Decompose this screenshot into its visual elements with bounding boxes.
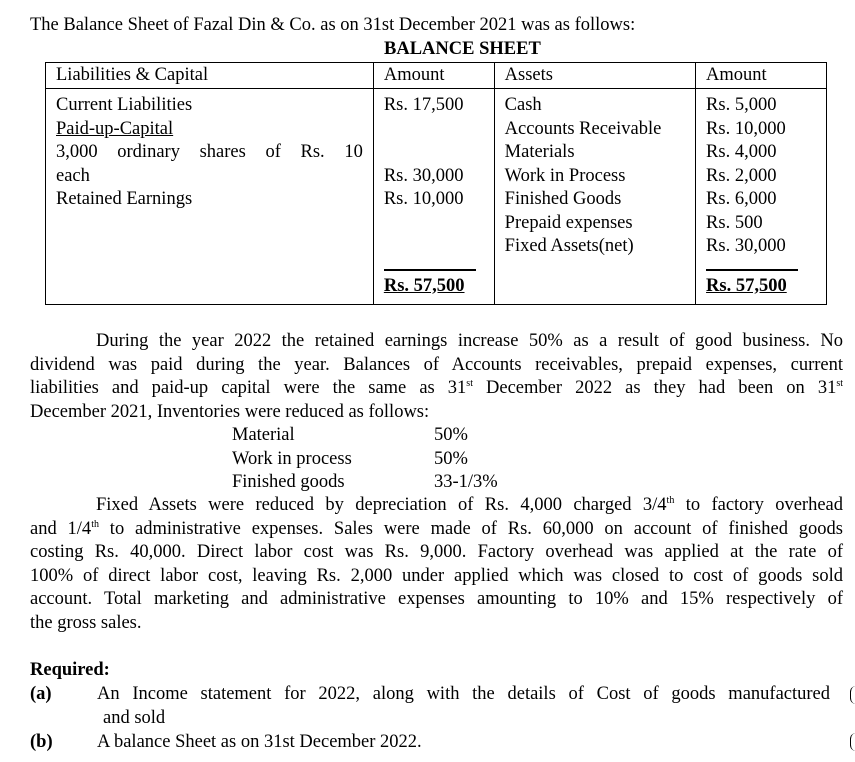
para2-line3: costing Rs. 40,000. Direct labor cost was Rs. 9,000. Factory overhead was applied at the rate of (30, 542, 843, 562)
header-liabilities: Liabilities & Capital (46, 63, 374, 89)
liabilities-column (46, 89, 374, 265)
shares-amount: Rs. 30,000 (383, 165, 464, 186)
asset-amount-finished-goods: Rs. 6,000 (706, 189, 777, 209)
header-amount-assets: Amount (696, 63, 827, 89)
para2-line6: the gross sales. (30, 612, 142, 633)
retained-earnings-amount: Rs. 10,000 (383, 189, 464, 209)
retained-earnings-label: Retained Earnings (56, 189, 193, 209)
inventory-pct-finished-goods: 33-1/3% (434, 472, 498, 492)
required-b-text: A balance Sheet as on 31st December 2022. (97, 732, 422, 752)
current-liabilities-label: Current Liabilities (56, 95, 193, 115)
asset-amount-fixed-assets: Rs. 30,000 (706, 236, 786, 256)
balance-sheet-header-row (46, 63, 827, 89)
asset-label-accounts-receivable: Accounts Receivable (504, 118, 662, 139)
paragraph-fixed-assets (30, 494, 843, 635)
total-liabilities: Rs. 57,500 (384, 269, 476, 299)
asset-label-work-in-process: Work in Process (504, 165, 626, 186)
balance-sheet-title: BALANCE SHEET (384, 39, 541, 59)
shares-label-line2: each (56, 165, 90, 186)
asset-label-materials: Materials (504, 142, 575, 162)
assets-column (494, 89, 695, 265)
asset-amount-work-in-process: Rs. 2,000 (706, 165, 777, 186)
para2-line1: Fixed Assets were reduced by depreciation of Rs. 4,000 charged 3/4th to factory overhead (96, 495, 843, 515)
balance-sheet-total-row (46, 264, 827, 305)
para1-line2: dividend was paid during the year. Balances of Accounts receivables, prepaid expenses, current (30, 354, 843, 375)
asset-label-cash: Cash (504, 95, 542, 115)
balance-sheet-body-row (46, 89, 827, 265)
asset-amount-cash: Rs. 5,000 (706, 95, 777, 115)
inventory-name-finished-goods: Finished goods (232, 472, 345, 492)
required-a-line2: and sold (103, 708, 166, 728)
required-a-label: (a) (30, 684, 52, 704)
cropped-bracket-b (850, 733, 855, 751)
intro-text: The Balance Sheet of Fazal Din & Co. as on 31st December 2021 was as follows: (30, 15, 636, 35)
inventory-pct-work-in-process: 50% (434, 449, 468, 469)
asset-label-fixed-assets: Fixed Assets(net) (504, 236, 634, 256)
total-assets: Rs. 57,500 (706, 269, 798, 299)
shares-label-line1: 3,000 ordinary shares of Rs. 10 (56, 142, 363, 162)
liability-amounts-column (373, 89, 494, 265)
required-heading: Required: (30, 660, 110, 680)
required-b-label: (b) (30, 732, 53, 752)
header-assets: Assets (494, 63, 695, 89)
para1-line4: December 2021, Inventories were reduced as follows: (30, 401, 430, 422)
asset-amount-materials: Rs. 4,000 (706, 142, 777, 162)
asset-label-finished-goods: Finished Goods (504, 189, 622, 209)
required-a-line1: An Income statement for 2022, along with the details of Cost of goods manufactured (97, 684, 830, 704)
paragraph-year-2022 (30, 330, 843, 424)
para2-line5: account. Total marketing and administrative expenses amounting to 10% and 15% respectively of (30, 589, 843, 609)
para2-line2: and 1/4th to administrative expenses. Sales were made of Rs. 60,000 on account of finished goods (30, 518, 843, 539)
current-liabilities-amount: Rs. 17,500 (383, 95, 464, 115)
asset-label-prepaid-expenses: Prepaid expenses (504, 212, 633, 233)
inventory-name-material: Material (232, 425, 295, 445)
inventory-name-work-in-process: Work in process (232, 449, 352, 469)
paidup-capital-label: Paid-up-Capital (56, 118, 174, 139)
asset-amount-prepaid-expenses: Rs. 500 (706, 212, 763, 233)
para1-line1: During the year 2022 the retained earnings increase 50% as a result of good business. No (96, 331, 843, 351)
inventory-pct-material: 50% (434, 425, 468, 445)
asset-amount-accounts-receivable: Rs. 10,000 (706, 118, 786, 139)
balance-sheet-table (45, 62, 827, 305)
para2-line4: 100% of direct labor cost, leaving Rs. 2,000 under applied which was closed to cost of goods sold (30, 565, 843, 586)
cropped-bracket-a (850, 686, 855, 704)
asset-amounts-column (696, 89, 827, 265)
para1-line3: liabilities and paid-up capital were the same as 31st December 2022 as they had been on 31st (30, 378, 843, 398)
header-amount-liabilities: Amount (373, 63, 494, 89)
